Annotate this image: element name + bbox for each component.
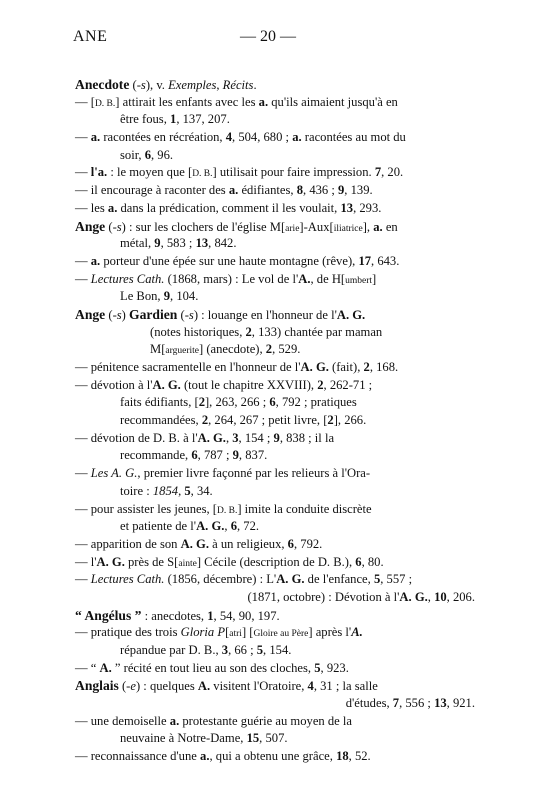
index-line: — pour assister les jeunes, [D. B.] imite la conduite discrète: [75, 501, 372, 516]
index-line: métal, 9, 583 ; 13, 842.: [120, 236, 237, 251]
index-line: — Les A. G., premier livre façonné par les relieurs à l'Ora-: [75, 466, 371, 481]
index-line: — reconnaissance d'une a., qui a obtenu une grâce, 18, 52.: [75, 749, 371, 764]
index-line: — pénitence sacramentelle en l'honneur de l'A. G. (fait), 2, 168.: [75, 360, 399, 374]
index-line: répandue par D. B., 3, 66 ; 5, 154.: [120, 643, 292, 657]
index-line: neuvaine à Notre-Dame, 15, 507.: [120, 731, 288, 746]
index-line: — “ A. ” récité en tout lieu au son des cloches, 5, 923.: [75, 660, 349, 675]
page-number: — 20 —: [240, 28, 296, 45]
index-line: M[arguerite] (anecdote), 2, 529.: [150, 342, 301, 357]
index-line: — pratique des trois Gloria P[atri] [Gloire au Père] après l'A.: [75, 625, 363, 640]
index-line: — apparition de son A. G. à un religieux, 6, 792.: [75, 536, 323, 551]
index-line: recommandées, 2, 264, 267 ; petit livre, [2], 266.: [120, 413, 367, 428]
index-line: — l'A. G. près de S[ainte] Cécile (description de D. B.), 6, 80.: [75, 554, 384, 569]
index-line: (1871, octobre) : Dévotion à l'A. G., 10, 206.: [247, 589, 475, 604]
index-line: — [D. B.] attirait les enfants avec les a. qu'ils aimaient jusqu'à en: [75, 94, 398, 109]
index-line: Ange (-s) Gardien (-s) : louange en l'honneur de l'A. G.: [75, 306, 366, 322]
index-line: Ange (-s) : sur les clochers de l'église M[arie]-Aux[iliatrice], a. en: [75, 218, 398, 234]
index-line: — une demoiselle a. protestante guérie au moyen de la: [75, 713, 352, 728]
running-head: ANE: [73, 28, 108, 45]
index-line: — les a. dans la prédication, comment il les voulait, 13, 293.: [75, 200, 382, 215]
index-line: Le Bon, 9, 104.: [120, 289, 199, 304]
index-line: être fous, 1, 137, 207.: [120, 112, 230, 127]
index-line: (notes historiques, 2, 133) chantée par maman: [150, 324, 383, 339]
index-line: Anglais (-e) : quelques A. visitent l'Oratoire, 4, 31 ; la salle: [75, 678, 378, 694]
index-line: “ Angélus ” : anecdotes, 1, 54, 90, 197.: [75, 607, 280, 623]
index-line: soir, 6, 96.: [120, 147, 174, 162]
index-line: d'études, 7, 556 ; 13, 921.: [345, 696, 475, 711]
index-line: — Lectures Cath. (1868, mars) : Le vol de l'A., de H[umbert]: [75, 271, 377, 286]
index-line: — Lectures Cath. (1856, décembre) : L'A. G. de l'enfance, 5, 557 ;: [75, 572, 413, 587]
index-line: recommande, 6, 787 ; 9, 837.: [120, 448, 268, 463]
index-line: — dévotion à l'A. G. (tout le chapitre XXVIII), 2, 262-71 ;: [75, 377, 373, 392]
index-line: Anecdote (-s), v. Exemples, Récits.: [75, 77, 257, 92]
index-entries: [75, 76, 475, 766]
index-line: faits édifiants, [2], 263, 266 ; 6, 792 ; pratiques: [120, 395, 357, 410]
index-line: — dévotion de D. B. à l'A. G., 3, 154 ; 9, 838 ; il la: [75, 430, 335, 445]
index-line: — a. racontées en récréation, 4, 504, 680 ; a. racontées au mot du: [75, 130, 406, 145]
index-line: — a. porteur d'une épée sur une haute montagne (rêve), 17, 643.: [75, 253, 400, 268]
index-line: et patiente de l'A. G., 6, 72.: [120, 519, 260, 534]
index-line: — l'a. : le moyen que [D. B.] utilisait pour faire impression. 7, 20.: [75, 165, 404, 180]
index-line: — il encourage à raconter des a. édifiantes, 8, 436 ; 9, 139.: [75, 183, 373, 198]
index-line: toire : 1854, 5, 34.: [120, 483, 213, 498]
